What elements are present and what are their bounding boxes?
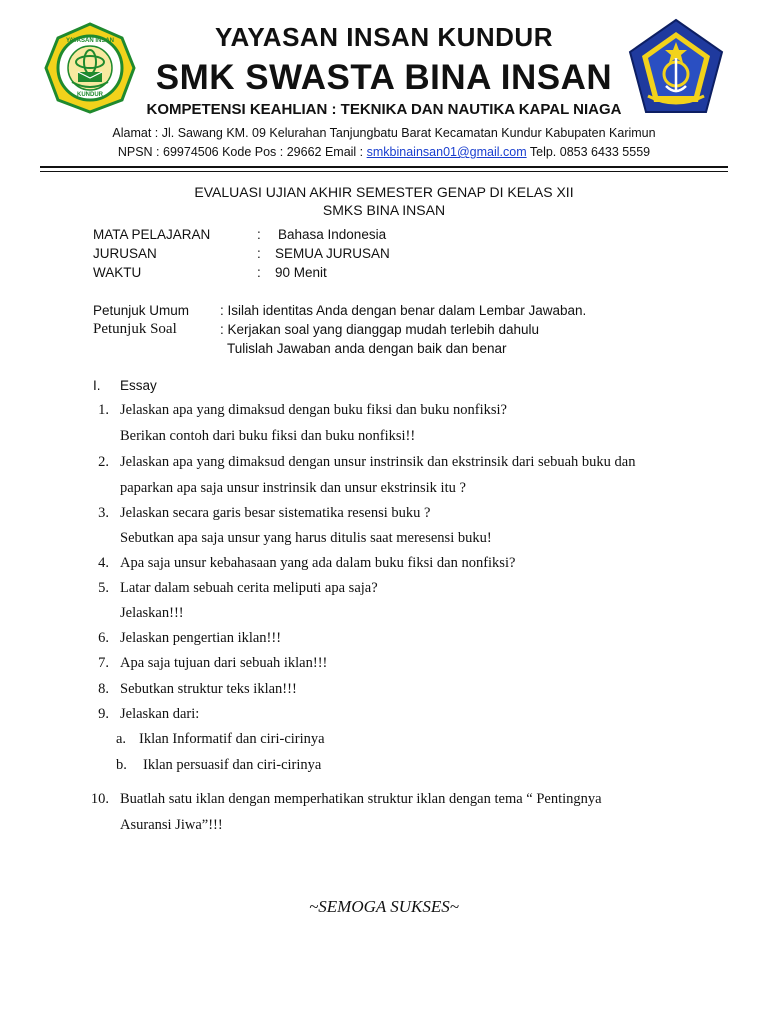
question-number: 2.: [98, 454, 109, 470]
question-number: 9.: [98, 706, 109, 722]
school-name: SMK SWASTA BINA INSAN: [155, 58, 613, 97]
question-text: Jelaskan apa yang dimaksud dengan buku fiksi dan buku nonfiksi?: [120, 402, 507, 418]
question-number: 6.: [98, 630, 109, 646]
sub-item-letter: a.: [116, 731, 127, 747]
question-text: Latar dalam sebuah cerita meliputi apa saja?: [120, 580, 378, 596]
question-text: Berikan contoh dari buku fiksi dan buku nonfiksi!!: [120, 428, 416, 444]
exam-subtitle: SMKS BINA INSAN: [322, 202, 446, 218]
question-text: Sebutkan struktur teks iklan!!!: [120, 681, 297, 697]
question-number: 5.: [98, 580, 109, 596]
closing-message: ~SEMOGA SUKSES~: [309, 897, 459, 916]
general-instruction-label: Petunjuk Umum: [93, 303, 190, 318]
info-value-time: 90 Menit: [275, 265, 327, 280]
question-instruction-text: : Kerjakan soal yang dianggap mudah terlebih dahulu: [220, 322, 539, 337]
section-title: Essay: [120, 378, 157, 393]
question-number: 10.: [90, 791, 109, 807]
question-text: Asuransi Jiwa”!!!: [120, 817, 223, 833]
address-line: Alamat : Jl. Sawang KM. 09 Kelurahan Tanjungbatu Barat Kecamatan Kundur Kabupaten Karimun: [112, 126, 656, 140]
info-label-time: WAKTU: [93, 265, 142, 280]
question-number: 1.: [98, 402, 109, 418]
question-text: Jelaskan apa yang dimaksud dengan unsur instrinsik dan ekstrinsik dari sebuah buku dan: [120, 454, 636, 470]
question-text: Buatlah satu iklan dengan memperhatikan struktur iklan dengan tema “ Pentingnya: [120, 791, 602, 807]
exam-title: EVALUASI UJIAN AKHIR SEMESTER GENAP DI KELAS XII: [194, 184, 574, 200]
question-instruction-text-2: Tulislah Jawaban anda dengan baik dan benar: [227, 341, 507, 356]
section-numeral: I.: [93, 378, 101, 393]
question-text: paparkan apa saja unsur instrinsik dan unsur ekstrinsik itu ?: [120, 480, 466, 496]
header-rule: [40, 166, 728, 168]
question-number: 3.: [98, 505, 109, 521]
general-instruction-text: : Isilah identitas Anda dengan benar dalam Lembar Jawaban.: [220, 303, 587, 318]
question-text: Jelaskan secara garis besar sistematika resensi buku ?: [120, 505, 431, 521]
info-sep: :: [257, 246, 261, 261]
info-label-major: JURUSAN: [93, 246, 157, 261]
question-instruction-label: Petunjuk Soal: [93, 321, 177, 337]
sub-item-text: Iklan Informatif dan ciri-cirinya: [139, 731, 325, 747]
phone-text: Telp. 0853 6433 5559: [526, 145, 651, 159]
question-text: Jelaskan pengertian iklan!!!: [120, 630, 282, 646]
question-number: 4.: [98, 555, 109, 571]
info-label-subject: MATA PELAJARAN: [93, 227, 211, 242]
question-text: Apa saja unsur kebahasaan yang ada dalam buku fiksi dan nonfiksi?: [120, 555, 516, 571]
email-link[interactable]: smkbinainsan01@gmail.com: [366, 145, 527, 159]
info-sep: :: [257, 227, 261, 242]
header-rule-thin: [40, 171, 728, 172]
logo-bottom-text: KUNDUR: [77, 92, 103, 98]
sub-item-text: Iklan persuasif dan ciri-cirinya: [143, 757, 322, 773]
question-text: Apa saja tujuan dari sebuah iklan!!!: [120, 655, 328, 671]
logo-top-text: YAYASAN INSAN: [65, 38, 115, 44]
question-text: Jelaskan dari:: [120, 706, 200, 722]
question-text: Sebutkan apa saja unsur yang harus ditulis saat meresensi buku!: [120, 530, 492, 546]
info-sep: :: [257, 265, 261, 280]
sub-item-letter: b.: [116, 757, 127, 773]
question-number: 7.: [98, 655, 109, 671]
info-value-major: SEMUA JURUSAN: [275, 246, 390, 261]
foundation-name: YAYASAN INSAN KUNDUR: [215, 22, 553, 52]
npsn-text: NPSN : 69974506 Kode Pos : 29662 Email :: [117, 145, 367, 159]
info-value-subject: Bahasa Indonesia: [278, 227, 387, 242]
question-number: 8.: [98, 681, 109, 697]
question-text: Jelaskan!!!: [120, 605, 184, 621]
contact-line: [0, 145, 768, 159]
competency-line: KOMPETENSI KEAHLIAN : TEKNIKA DAN NAUTIKA KAPAL NIAGA: [146, 101, 622, 118]
